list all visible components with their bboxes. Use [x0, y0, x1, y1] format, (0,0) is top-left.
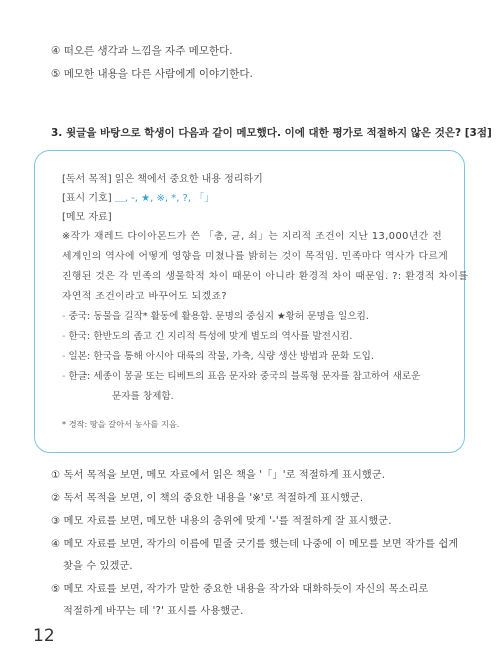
option-4-previous: ④ 떠오른 생각과 느낌을 자주 메모한다.	[51, 45, 233, 57]
memo-paragraph-line: 자연적 조건이라고 바꾸어도 되겠죠?	[62, 291, 228, 302]
bullet-dash: -	[62, 311, 69, 322]
memo-symbols	[62, 189, 214, 204]
bullet-dash: -	[62, 371, 69, 382]
memo-paragraph-line: ※작가 재레드 다이아몬드가 쓴 「총, 균, 쇠」는 지리적 조건이 지난 13,000년간 전	[62, 231, 443, 242]
memo-purpose: [독서 목적] 읽은 책에서 중요한 내용 정리하기	[62, 174, 263, 185]
page-number: 12	[33, 626, 55, 646]
memo-bullet-continuation: 문자를 창제함.	[112, 391, 174, 402]
memo-footnote: * 경작: 땅을 갈아서 농사를 지음.	[62, 419, 180, 429]
memo-bullet-hangul	[62, 368, 420, 382]
bullet-text: 중국: 동물을 길작* 활동에 활용함. 문명의 중심지 ★황허 문명을 일으킴.	[68, 311, 369, 322]
memo-paragraph-line: 세계인의 역사에 어떻게 영향을 미쳤나를 밝히는 것이 목적임. 민족마다 역사가 다르게	[62, 251, 449, 262]
bullet-text: 한글: 세종이 몽골 또는 티베트의 표음 문자와 중국의 블록형 문자를 참고하여 새로운	[68, 371, 421, 382]
memo-material-label: [메모 자료]	[62, 212, 112, 223]
bullet-dash: -	[62, 331, 69, 342]
memo-bullet-korea	[62, 328, 352, 342]
memo-paragraph-line: 진행된 것은 각 민족의 생물학적 차이 때문이 아니라 환경적 차이 때문임. ?: 환경적 차이를	[62, 271, 469, 282]
memo-symbols-label: [표시 기호]	[62, 193, 112, 204]
answer-choice-5[interactable]: ⑤ 메모 자료를 보면, 작가가 말한 중요한 내용을 작가와 대화하듯이 자신의 목소리로	[51, 584, 429, 595]
answer-choice-5-continued[interactable]: 적절하게 바꾸는 데 '?' 표시를 사용했군.	[63, 606, 244, 617]
memo-bullet-china	[62, 308, 369, 322]
memo-bullet-japan	[62, 348, 374, 362]
answer-choice-4[interactable]: ④ 메모 자료를 보면, 작가의 이름에 밑줄 긋기를 했는데 나중에 이 메모를 보면 작가를 쉽게	[51, 539, 459, 550]
answer-choice-3[interactable]: ③ 메모 자료를 보면, 메모한 내용의 층위에 맞게 '-'를 적절하게 잘 표시했군.	[51, 516, 392, 527]
bullet-text: 한국: 한반도의 좁고 긴 지리적 특성에 맞게 별도의 역사를 발전시킴.	[68, 331, 353, 342]
bullet-text: 일본: 한국을 통해 아시아 대륙의 작물, 가축, 식량 생산 방법과 문화 도입.	[68, 351, 374, 362]
answer-choice-4-continued[interactable]: 찾을 수 있겠군.	[63, 561, 133, 572]
question-title: 3. 윗글을 바탕으로 학생이 다음과 같이 메모했다. 이에 대한 평가로 적절하지 않은 것은? [3점]	[51, 127, 492, 139]
option-5-previous: ⑤ 메모한 내용을 다른 사람에게 이야기한다.	[51, 68, 253, 80]
answer-choice-1[interactable]: ① 독서 목적을 보면, 메모 자료에서 읽은 책을 '「」'로 적절하게 표시했군.	[51, 470, 386, 481]
memo-symbols-list: ＿, -, ★, ※, *, ?, 「」	[114, 193, 215, 204]
bullet-dash: -	[62, 351, 69, 362]
answer-choice-2[interactable]: ② 독서 목적을 보면, 이 책의 중요한 내용을 '※'로 적절하게 표시했군.	[51, 493, 364, 504]
